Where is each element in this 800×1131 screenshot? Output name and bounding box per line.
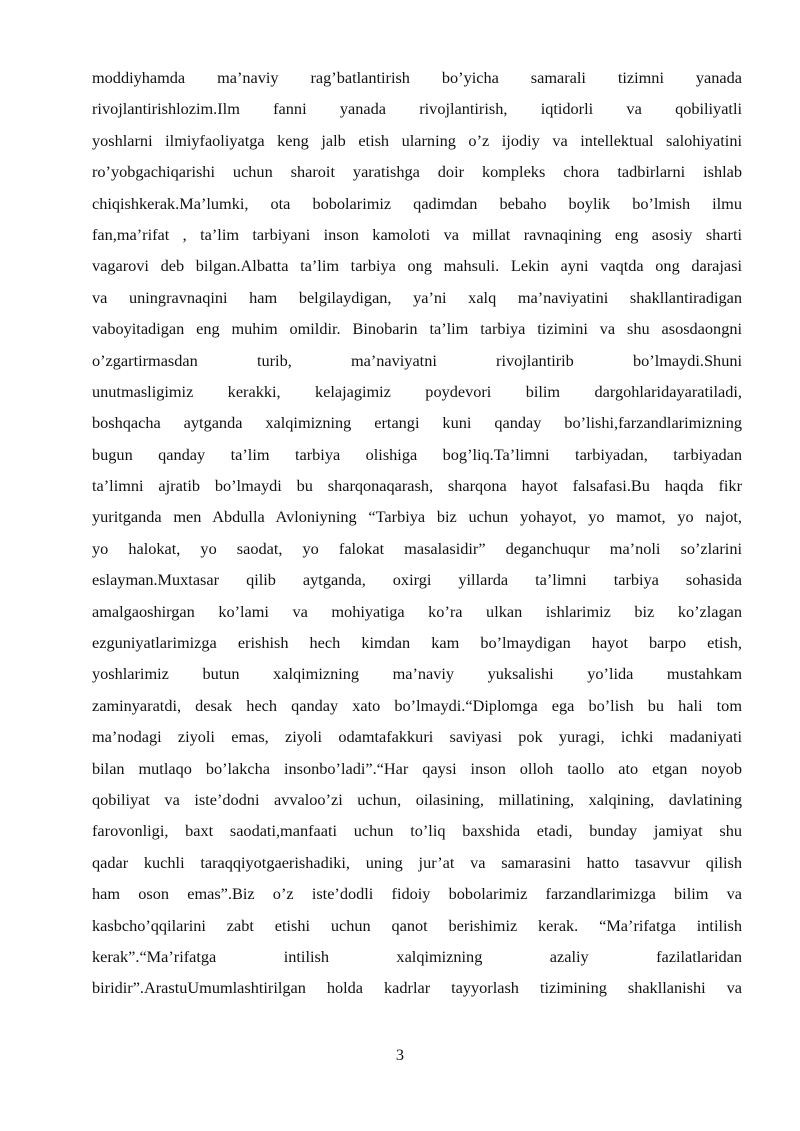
text-line: ham oson emas”.Biz o’z iste’dodli fidoiy bobolarimiz farzandlarimizga bilim va [92, 884, 742, 904]
text-line: kasbcho’qqilarini zabt etishi uchun qanot berishimiz kerak. “Ma’rifatga intilish [92, 915, 742, 935]
body-text [92, 62, 742, 1004]
page-number: 3 [395, 1045, 405, 1064]
text-line: kerak”.“Ma’rifatga intilish xalqimizning azaliy fazilatlaridan [92, 946, 742, 966]
text-line: boshqacha aytganda xalqimizning ertangi kuni qanday bo’lishi,farzandlarimizning [92, 413, 742, 433]
text-line: rivojlantirishlozim.Ilm fanni yanada rivojlantirish, iqtidorli va qobiliyatli [92, 99, 742, 119]
text-line: chiqishkerak.Ma’lumki, ota bobolarimiz qadimdan bebaho boylik bo’lmish ilmu [92, 193, 742, 213]
text-line: yoshlarimiz butun xalqimizning ma’naviy yuksalishi yo’lida mustahkam [92, 664, 742, 684]
text-line: unutmasligimiz kerakki, kelajagimiz poydevori bilim dargohlaridayaratiladi, [92, 381, 742, 401]
text-line: bugun qanday ta’lim tarbiya olishiga bog’liq.Ta’limni tarbiyadan, tarbiyadan [92, 444, 742, 464]
text-line: qadar kuchli taraqqiyotgaerishadiki, uning jur’at va samarasini hatto tasavvur qilish [92, 852, 742, 872]
text-line: vagarovi deb bilgan.Albatta ta’lim tarbiya ong mahsuli. Lekin ayni vaqtda ong darajasi [92, 256, 742, 276]
text-line: fan,ma’rifat , ta’lim tarbiyani inson kamoloti va millat ravnaqining eng asosiy sharti [92, 224, 742, 244]
text-line: o’zgartirmasdan turib, ma’naviyatni rivojlantirib bo’lmaydi.Shuni [92, 350, 742, 370]
text-line: amalgaoshirgan ko’lami va mohiyatiga ko’ra ulkan ishlarimiz biz ko’zlagan [92, 601, 742, 621]
text-line: qobiliyat va iste’dodni avvaloo’zi uchun, oilasining, millatining, xalqining, davlatining [92, 789, 742, 809]
text-line: ro’yobgachiqarishi uchun sharoit yaratishga doir kompleks chora tadbirlarni ishlab [92, 162, 742, 182]
text-line: ta’limni ajratib bo’lmaydi bu sharqonaqarash, sharqona hayot falsafasi.Bu haqda fikr [92, 476, 742, 496]
text-line: bilan mutlaqo bo’lakcha insonbo’ladi”.“Har qaysi inson olloh taollo ato etgan noyob [92, 758, 742, 778]
text-line: biridir”.ArastuUmumlashtirilgan holda kadrlar tayyorlash tizimining shakllanishi va [92, 978, 742, 998]
text-line: yuritganda men Abdulla Avloniyning “Tarbiya biz uchun yohayot, yo mamot, yo najot, [92, 507, 742, 527]
text-line: moddiyhamda ma’naviy rag’batlantirish bo’yicha samarali tizimni yanada [92, 68, 742, 87]
text-line: va uningravnaqini ham belgilaydigan, ya’ni xalq ma’naviyatini shakllantiradigan [92, 287, 742, 307]
text-line: eslayman.Muxtasar qilib aytganda, oxirgi yillarda ta’limni tarbiya sohasida [92, 570, 742, 590]
text-line: zaminyaratdi, desak hech qanday xato bo’lmaydi.“Diplomga ega bo’lish bu hali tom [92, 695, 742, 715]
text-line: yoshlarni ilmiyfaoliyatga keng jalb etish ularning o’z ijodiy va intellektual salohiyatini [92, 130, 742, 150]
text-line: farovonligi, baxt saodati,manfaati uchun to’liq baxshida etadi, bunday jamiyat shu [92, 821, 742, 841]
text-line: ezguniyatlarimizga erishish hech kimdan kam bo’lmaydigan hayot barpo etish, [92, 633, 742, 653]
text-line: yo halokat, yo saodat, yo falokat masalasidir” deganchuqur ma’noli so’zlarini [92, 538, 742, 558]
text-line: vaboyitadigan eng muhim omildir. Binobarin ta’lim tarbiya tizimini va shu asosdaongni [92, 319, 742, 339]
text-line: ma’nodagi ziyoli emas, ziyoli odamtafakkuri saviyasi pok yuragi, ichki madaniyati [92, 727, 742, 747]
